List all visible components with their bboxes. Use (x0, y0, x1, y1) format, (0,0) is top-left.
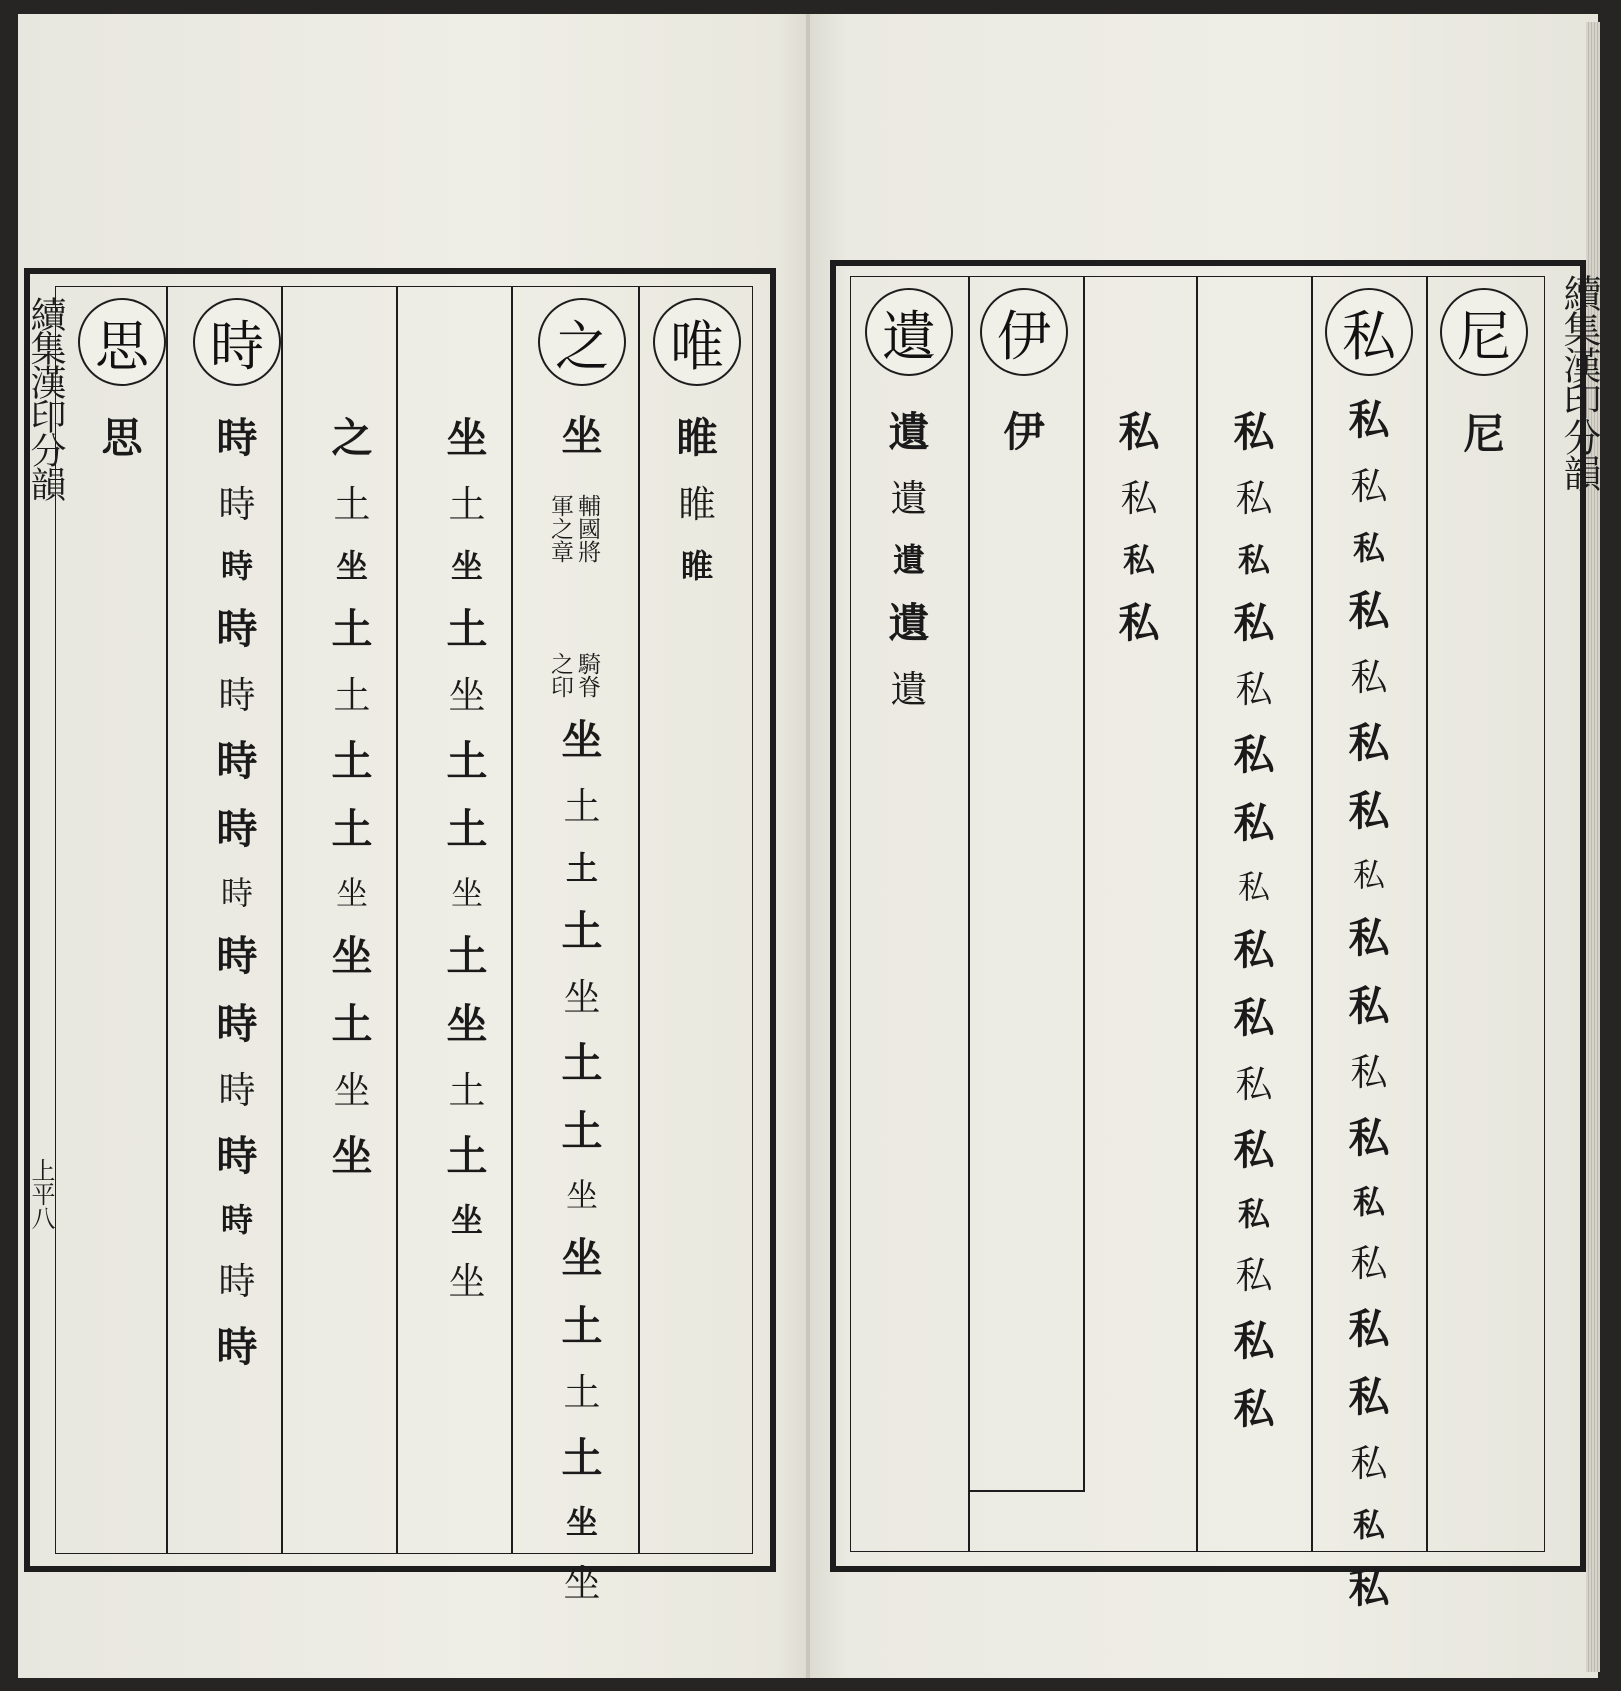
seal-forms (446, 414, 488, 1327)
seal-form-glyph: 坐 (446, 1000, 488, 1048)
seal-form-glyph: 時 (218, 483, 256, 526)
entry-column-wei-yi (863, 288, 955, 735)
seal-form-glyph: 時 (216, 414, 258, 462)
seal-form-glyph: 私 (1120, 477, 1158, 520)
seal-form-glyph: 坐 (448, 1260, 486, 1303)
page-edges (1586, 22, 1600, 1672)
seal-form-glyph: 土 (563, 785, 601, 828)
seal-form-glyph: 私 (1350, 465, 1388, 508)
entry-column-si-private (1323, 288, 1415, 1636)
seal-form-glyph: 坐 (561, 1234, 603, 1282)
seal-form-glyph: 時 (216, 1323, 258, 1371)
seal-form-glyph: 時 (220, 547, 253, 585)
left-folio: 上平八 (27, 1158, 55, 1230)
seal-forms-top (561, 412, 603, 484)
seal-form-glyph: 之 (331, 414, 373, 462)
seal-form-glyph: 伊 (1003, 408, 1045, 456)
seal-form-glyph: 私 (1233, 799, 1275, 847)
column-rule (1426, 276, 1428, 1552)
entry-column-ni (1438, 288, 1530, 482)
seal-forms (1003, 408, 1045, 480)
seal-form-glyph: 土 (446, 737, 488, 785)
annotation-line: 之印 (547, 652, 573, 698)
seal-forms (331, 414, 373, 1204)
column-rule (638, 286, 640, 1554)
seal-form-glyph: 私 (1348, 1114, 1390, 1162)
seal-form-glyph: 坐 (450, 547, 483, 585)
seal-form-glyph: 土 (561, 1302, 603, 1350)
seal-form-glyph: 坐 (331, 932, 373, 980)
seal-form-glyph: 私 (1348, 1373, 1390, 1421)
seal-form-glyph: 私 (1235, 1063, 1273, 1106)
seal-form-glyph: 土 (333, 483, 371, 526)
seal-forms (1118, 408, 1160, 671)
seal-form-glyph: 私 (1237, 541, 1270, 579)
head-character-shi: 時 (193, 298, 281, 386)
seal-form-glyph: 坐 (335, 547, 368, 585)
head-character-wei: 唯 (653, 298, 741, 386)
seal-form-glyph: 私 (1352, 529, 1385, 567)
head-character-si: 思 (78, 298, 166, 386)
seal-form-glyph: 私 (1118, 599, 1160, 647)
entry-column-si (76, 298, 168, 486)
entry-column-wei (651, 298, 743, 609)
seal-form-glyph: 坐 (333, 1069, 371, 1112)
seal-form-glyph: 私 (1237, 868, 1270, 906)
annotation-lower (548, 652, 598, 698)
right-margin-title: 續集漢印分韻 (1557, 274, 1601, 490)
seal-form-glyph: 土 (561, 1039, 603, 1087)
seal-form-glyph: 坐 (565, 1176, 598, 1214)
seal-form-glyph: 土 (446, 1132, 488, 1180)
seal-form-glyph: 土 (446, 805, 488, 853)
seal-forms (1463, 410, 1505, 482)
entry-column-zhi-cont (421, 414, 513, 1327)
seal-form-glyph: 私 (1352, 856, 1385, 894)
seal-form-glyph: 遺 (890, 477, 928, 520)
head-character-ni: 尼 (1440, 288, 1528, 376)
annotation-line: 輔國將 (574, 494, 600, 563)
seal-form-glyph: 土 (448, 1069, 486, 1112)
seal-forms (1348, 396, 1390, 1636)
seal-form-glyph: 私 (1233, 1317, 1275, 1365)
seal-form-glyph: 土 (331, 1000, 373, 1048)
seal-form-glyph: 坐 (450, 874, 483, 912)
seal-form-glyph: 時 (216, 1132, 258, 1180)
seal-form-glyph: 土 (563, 1371, 601, 1414)
seal-form-glyph: 土 (561, 907, 603, 955)
column-rule (968, 276, 970, 1552)
seal-forms (888, 408, 930, 735)
seal-form-glyph: 土 (565, 849, 598, 887)
seal-form-glyph: 私 (1352, 1183, 1385, 1221)
seal-form-glyph: 時 (216, 1000, 258, 1048)
seal-form-glyph: 私 (1233, 408, 1275, 456)
seal-forms (561, 716, 603, 1629)
seal-form-glyph: 坐 (331, 1132, 373, 1180)
seal-form-glyph: 私 (1237, 1195, 1270, 1233)
seal-form-glyph: 私 (1233, 926, 1275, 974)
seal-form-glyph: 土 (561, 1434, 603, 1482)
seal-form-glyph: 私 (1348, 982, 1390, 1030)
seal-form-glyph: 坐 (563, 976, 601, 1019)
seal-form-glyph: 時 (216, 932, 258, 980)
seal-form-glyph: 坐 (335, 874, 368, 912)
seal-form-glyph: 私 (1235, 1254, 1273, 1297)
seal-form-glyph: 私 (1348, 587, 1390, 635)
seal-form-glyph: 時 (220, 874, 253, 912)
seal-form-glyph: 私 (1348, 1305, 1390, 1353)
seal-form-glyph: 土 (446, 932, 488, 980)
annotation-upper (548, 494, 598, 563)
seal-form-glyph: 私 (1348, 914, 1390, 962)
seal-form-glyph: 私 (1348, 1564, 1390, 1612)
seal-forms (1233, 408, 1275, 1457)
seal-form-glyph: 坐 (446, 414, 488, 462)
seal-form-glyph: 遺 (890, 668, 928, 711)
seal-form-glyph: 時 (220, 1201, 253, 1239)
seal-form-glyph: 坐 (450, 1201, 483, 1239)
column-rule (1311, 276, 1313, 1552)
seal-form-glyph: 私 (1233, 599, 1275, 647)
seal-form-glyph: 土 (331, 605, 373, 653)
seal-forms (101, 414, 143, 486)
column-rule (1083, 276, 1085, 1491)
seal-form-glyph: 私 (1122, 541, 1155, 579)
annotation-line: 騎脊 (574, 652, 600, 698)
seal-form-glyph: 私 (1233, 1385, 1275, 1433)
seal-forms (216, 414, 258, 1395)
seal-form-glyph: 時 (216, 805, 258, 853)
seal-form-glyph: 遺 (888, 599, 930, 647)
head-character-yi: 伊 (980, 288, 1068, 376)
seal-form-glyph: 私 (1350, 656, 1388, 699)
seal-form-glyph: 土 (448, 483, 486, 526)
seal-form-glyph: 私 (1350, 1442, 1388, 1485)
head-character-si-private: 私 (1325, 288, 1413, 376)
seal-form-glyph: 私 (1235, 477, 1273, 520)
book-gutter (806, 14, 810, 1678)
head-character-wei-yi: 遺 (865, 288, 953, 376)
entry-column-yi (978, 288, 1070, 480)
seal-form-glyph: 土 (561, 1107, 603, 1155)
seal-form-glyph: 睢 (676, 414, 718, 462)
left-margin-title: 續集漢印分韻 (25, 296, 66, 500)
seal-form-glyph: 私 (1350, 1242, 1388, 1285)
seal-form-glyph: 坐 (448, 674, 486, 717)
seal-form-glyph: 時 (216, 605, 258, 653)
seal-form-glyph: 思 (101, 414, 143, 462)
seal-forms (676, 414, 718, 609)
head-character-zhi: 之 (538, 298, 626, 386)
seal-form-glyph: 土 (446, 605, 488, 653)
seal-form-glyph: 私 (1352, 1506, 1385, 1544)
entry-column-si-private-cont (1208, 408, 1300, 1457)
seal-form-glyph: 坐 (561, 412, 603, 460)
annotation-line: 軍之章 (547, 494, 573, 563)
seal-form-glyph: 私 (1348, 719, 1390, 767)
seal-form-glyph: 遺 (892, 541, 925, 579)
seal-form-glyph: 私 (1350, 1051, 1388, 1094)
seal-form-glyph: 坐 (563, 1562, 601, 1605)
seal-form-glyph: 私 (1233, 1126, 1275, 1174)
column-rule (1196, 276, 1198, 1552)
seal-form-glyph: 時 (218, 1069, 256, 1112)
seal-form-glyph: 時 (216, 737, 258, 785)
seal-form-glyph: 土 (333, 674, 371, 717)
column-rule-short (968, 1490, 1085, 1492)
seal-form-glyph: 遺 (888, 408, 930, 456)
seal-form-glyph: 私 (1348, 396, 1390, 444)
seal-form-glyph: 私 (1233, 731, 1275, 779)
seal-form-glyph: 土 (331, 737, 373, 785)
seal-form-glyph: 私 (1348, 787, 1390, 835)
seal-form-glyph: 睢 (680, 547, 713, 585)
seal-form-glyph: 坐 (561, 716, 603, 764)
seal-form-glyph: 時 (218, 1260, 256, 1303)
seal-form-glyph: 私 (1235, 668, 1273, 711)
entry-column-shi (191, 298, 283, 1395)
seal-form-glyph: 尼 (1463, 410, 1505, 458)
entry-column-zhi-cont (306, 414, 398, 1204)
seal-form-glyph: 坐 (565, 1503, 598, 1541)
seal-form-glyph: 私 (1118, 408, 1160, 456)
seal-form-glyph: 睢 (678, 483, 716, 526)
entry-column-si-private-cont (1093, 408, 1185, 671)
seal-form-glyph: 私 (1233, 994, 1275, 1042)
seal-form-glyph: 土 (331, 805, 373, 853)
seal-form-glyph: 時 (218, 674, 256, 717)
